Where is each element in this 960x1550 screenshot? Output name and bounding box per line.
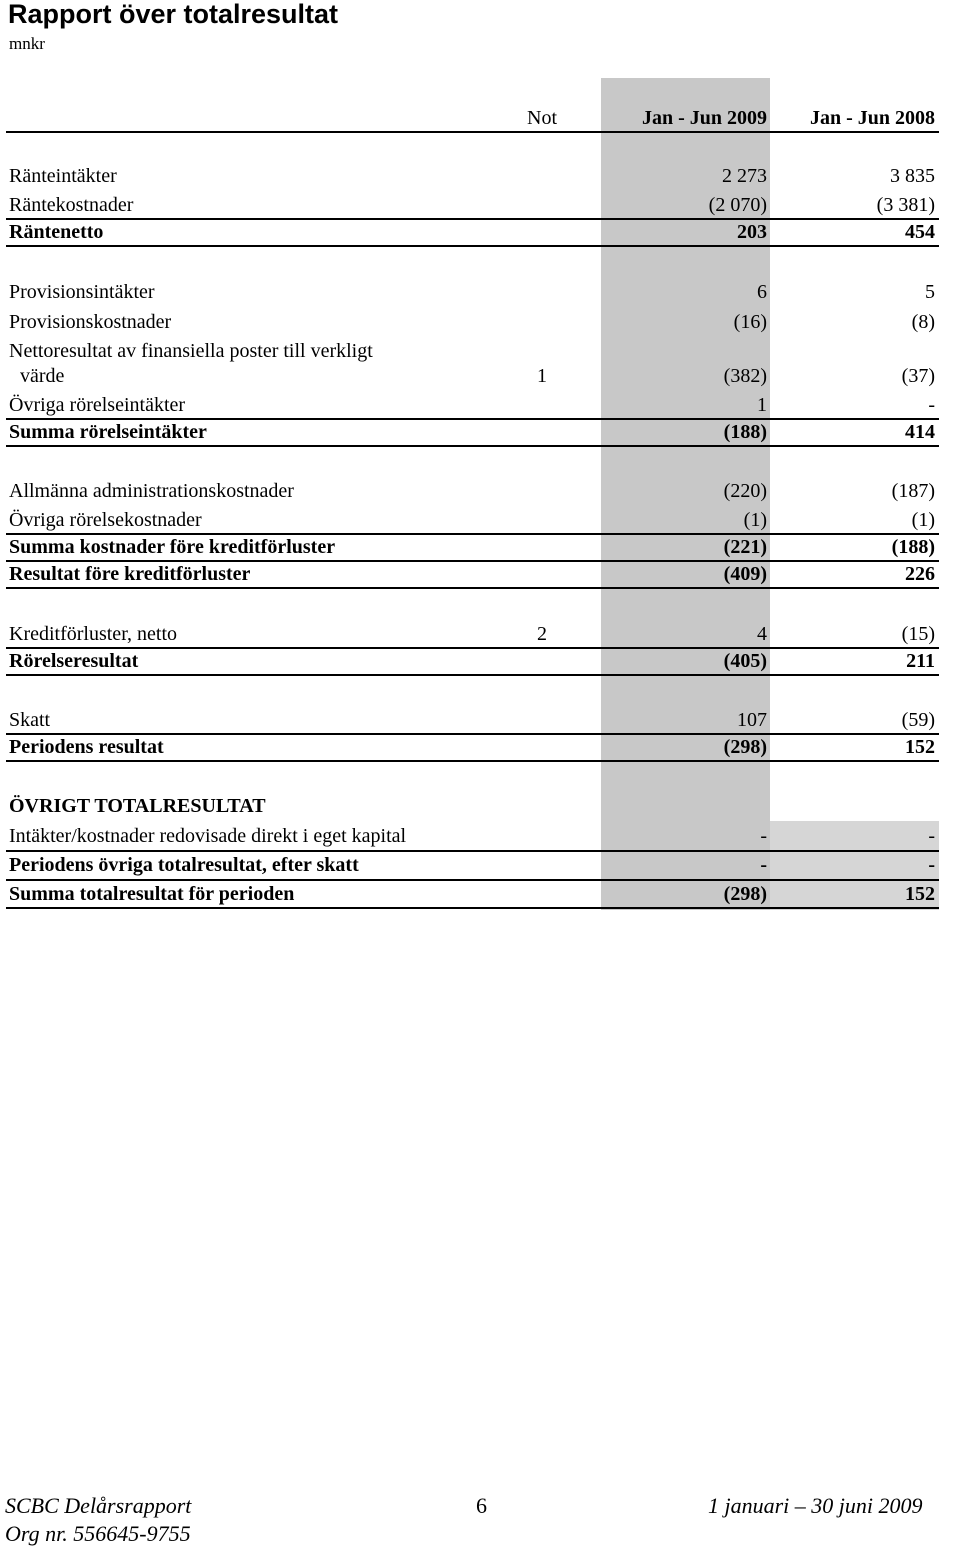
row-value-2008: 454 xyxy=(905,221,935,243)
row-label: Provisionskostnader xyxy=(9,311,172,333)
footer-period: 1 januari – 30 juni 2009 xyxy=(708,1493,923,1518)
row-value-2009: - xyxy=(760,854,767,876)
total-rule xyxy=(6,674,939,676)
row-label: Summa rörelseintäkter xyxy=(9,421,207,443)
row-label: Nettoresultat av finansiella poster till verkligt xyxy=(9,340,373,362)
row-label: Räntenetto xyxy=(9,221,104,243)
total-rule xyxy=(6,907,939,909)
row-label: Övriga rörelseintäkter xyxy=(9,394,186,416)
row-value-2009: 1 xyxy=(757,394,767,416)
row-label-continued: värde xyxy=(20,365,65,387)
row-value-2008: 3 835 xyxy=(890,165,935,187)
row-label: Resultat före kreditförluster xyxy=(9,563,251,585)
row-label: Ränteintäkter xyxy=(9,165,117,187)
total-rule xyxy=(6,760,939,762)
row-value-2009: (409) xyxy=(723,563,767,585)
row-label: Periodens övriga totalresultat, efter skatt xyxy=(9,854,359,876)
row-value-2008: 226 xyxy=(905,563,935,585)
row-label: Summa totalresultat för perioden xyxy=(9,883,295,905)
subtotal-rule xyxy=(6,850,939,852)
row-value-2008: (37) xyxy=(901,365,935,387)
row-value-2008: (188) xyxy=(891,536,935,558)
row-value-2008: 152 xyxy=(905,736,935,758)
row-value-2009: (405) xyxy=(723,650,767,672)
row-value-2008: (15) xyxy=(901,623,935,645)
row-label: Provisionsintäkter xyxy=(9,281,155,303)
row-value-2008: 152 xyxy=(905,883,935,905)
row-label: Summa kostnader före kreditförluster xyxy=(9,536,336,558)
row-value-2008: 211 xyxy=(906,650,935,672)
row-value-2008: (8) xyxy=(911,311,935,333)
total-rule xyxy=(6,445,939,447)
page-title: Rapport över totalresultat xyxy=(8,0,339,29)
header-note: Not xyxy=(527,107,557,129)
row-label: Räntekostnader xyxy=(9,194,134,216)
row-value-2008: (187) xyxy=(891,480,935,502)
row-value-2009: (16) xyxy=(733,311,767,333)
row-label: Skatt xyxy=(9,709,51,731)
row-value-2009: 203 xyxy=(737,221,767,243)
row-value-2008: 5 xyxy=(925,281,935,303)
row-value-2009: 107 xyxy=(737,709,767,731)
row-value-2009: (2 070) xyxy=(708,194,767,216)
row-label: Allmänna administrationskostnader xyxy=(9,480,294,502)
row-value-2009: (1) xyxy=(743,509,767,531)
row-value-2009: (298) xyxy=(723,736,767,758)
row-value-2008: (59) xyxy=(901,709,935,731)
row-value-2008: 414 xyxy=(905,421,935,443)
row-value-2008: - xyxy=(928,825,935,847)
row-label: Kreditförluster, netto xyxy=(9,623,178,645)
header-period-2009: Jan - Jun 2009 xyxy=(641,107,767,129)
row-value-2009: 2 273 xyxy=(722,165,767,187)
row-value-2008: (1) xyxy=(911,509,935,531)
row-label: Övriga rörelsekostnader xyxy=(9,509,202,531)
header-period-2008: Jan - Jun 2008 xyxy=(809,107,935,129)
total-rule xyxy=(6,245,939,247)
row-note: 2 xyxy=(537,623,547,645)
section-heading: ÖVRIGT TOTALRESULTAT xyxy=(9,795,266,817)
row-value-2009: (298) xyxy=(723,883,767,905)
footer-org-number: Org nr. 556645-9755 xyxy=(5,1521,191,1546)
row-value-2008: - xyxy=(928,854,935,876)
row-value-2009: (382) xyxy=(723,365,767,387)
row-label: Intäkter/kostnader redovisade direkt i eget kapital xyxy=(9,825,407,847)
row-value-2008: - xyxy=(928,394,935,416)
row-value-2008: (3 381) xyxy=(876,194,935,216)
row-note: 1 xyxy=(537,365,547,387)
row-value-2009: (188) xyxy=(723,421,767,443)
footer-page-number: 6 xyxy=(476,1493,487,1518)
row-label: Rörelseresultat xyxy=(9,650,139,672)
unit-label: mnkr xyxy=(9,34,45,53)
row-value-2009: 4 xyxy=(757,623,767,645)
row-value-2009: (221) xyxy=(723,536,767,558)
row-value-2009: - xyxy=(760,825,767,847)
subtotal-rule xyxy=(6,879,939,881)
row-label: Periodens resultat xyxy=(9,736,164,758)
total-rule xyxy=(6,587,939,589)
footer-company: SCBC Delårsrapport xyxy=(5,1493,192,1518)
row-value-2009: 6 xyxy=(757,281,767,303)
header-rule xyxy=(6,131,939,133)
row-value-2009: (220) xyxy=(723,480,767,502)
